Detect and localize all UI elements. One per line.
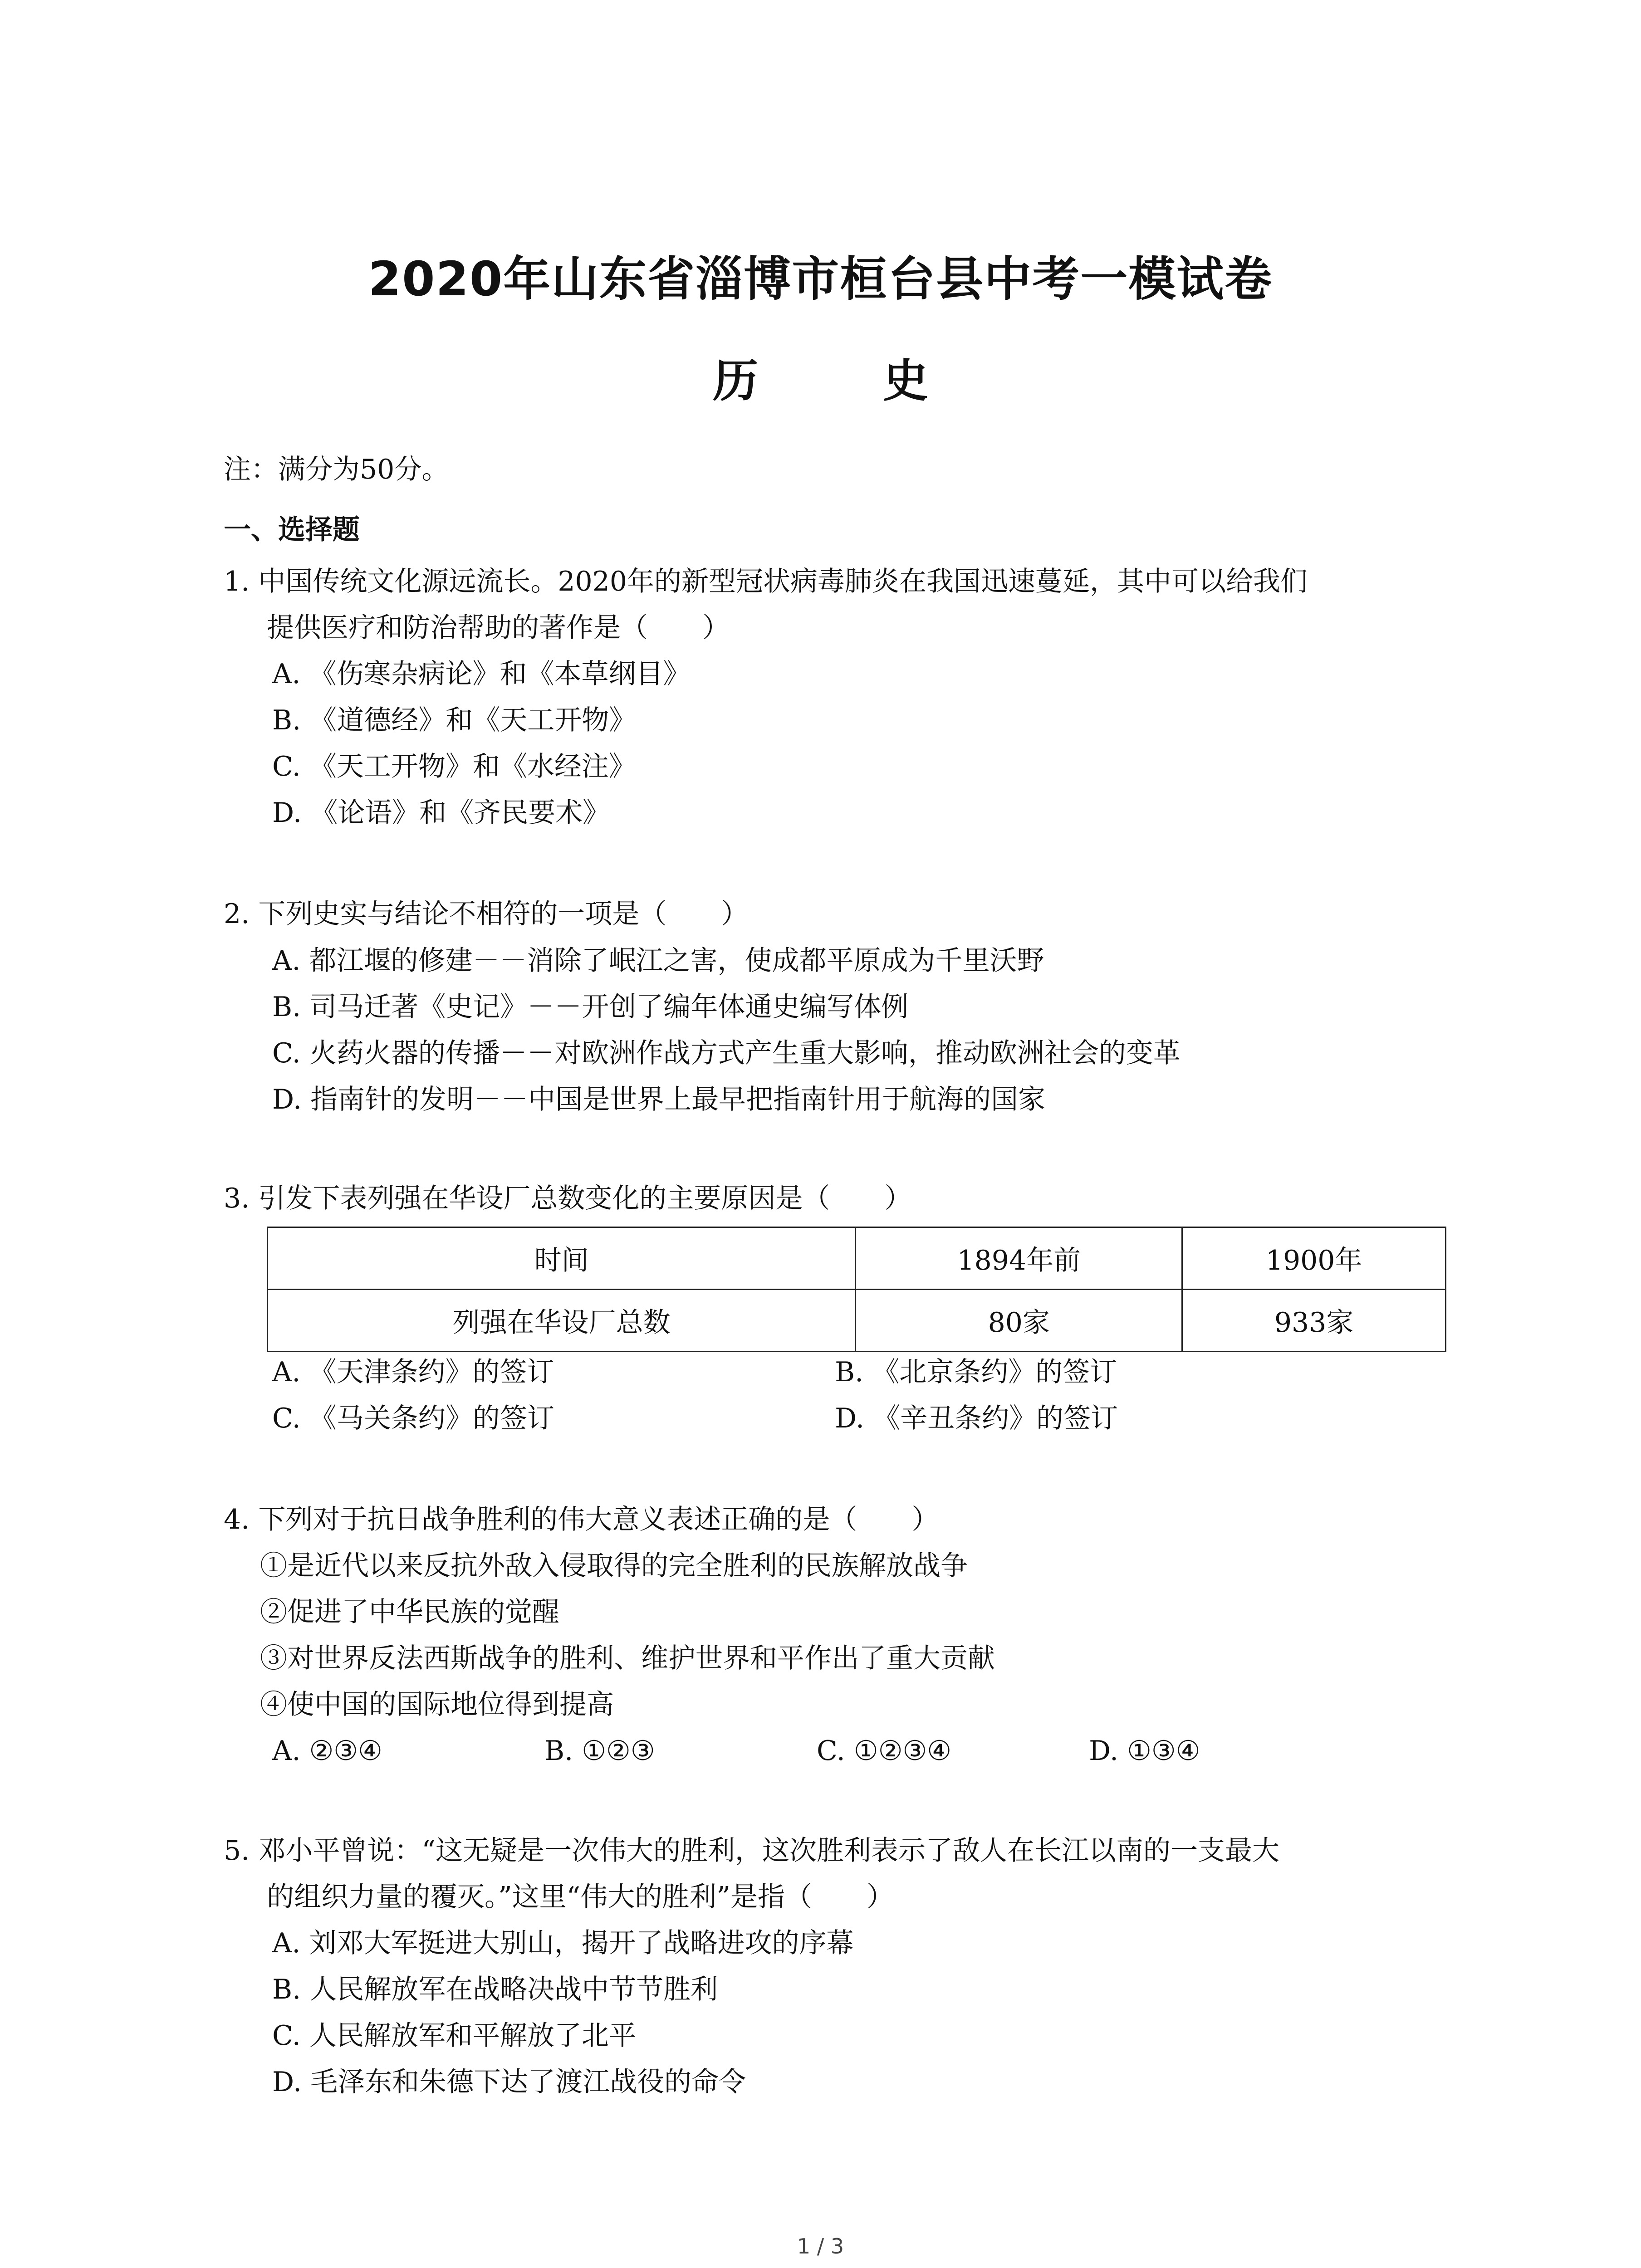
table-header-cell: 时间 <box>268 1227 856 1290</box>
question-5-option-b: B. 人民解放军在战略决战中节节胜利 <box>272 1974 718 2005</box>
question-3-stem: 3. 引发下表列强在华设厂总数变化的主要原因是（ ） <box>224 1183 912 1214</box>
section-heading: 一、选择题 <box>224 514 360 546</box>
question-4-statement-1: ①是近代以来反抗外敌入侵取得的完全胜利的民族解放战争 <box>260 1550 968 1582</box>
question-3-option-a: A. 《天津条约》的签订 <box>272 1356 554 1388</box>
question-4-options-row <box>0 1728 1641 1774</box>
question-4-option-c: C. ①②③④ <box>817 1735 952 1767</box>
question-4-option-d: D. ①③④ <box>1089 1735 1200 1767</box>
question-3-option-d: D. 《辛丑条约》的签订 <box>835 1403 1118 1434</box>
exam-title: 2020年山东省淄博市桓台县中考一模试卷 <box>368 251 1273 307</box>
table-header-row <box>268 1227 1446 1290</box>
factory-count-table <box>267 1227 1446 1352</box>
score-note: 注：满分为50分。 <box>224 454 449 485</box>
question-5-stem-line-1: 5. 邓小平曾说：“这无疑是一次伟大的胜利，这次胜利表示了敌人在长江以南的一支最大 <box>224 1835 1279 1867</box>
question-1-option-d: D. 《论语》和《齐民要术》 <box>272 797 610 829</box>
question-2-stem: 2. 下列史实与结论不相符的一项是（ ） <box>224 898 749 930</box>
question-2-option-d: D. 指南针的发明－－中国是世界上最早把指南针用于航海的国家 <box>272 1084 1046 1115</box>
question-3-option-b: B. 《北京条约》的签订 <box>835 1356 1117 1388</box>
page-number: 1 / 3 <box>797 2234 844 2258</box>
table-header-cell: 1894年前 <box>856 1227 1182 1290</box>
question-4-stem: 4. 下列对于抗日战争胜利的伟大意义表述正确的是（ ） <box>224 1504 939 1535</box>
table-header-cell: 1900年 <box>1182 1227 1446 1290</box>
question-1-option-a: A. 《伤寒杂病论》和《本草纲目》 <box>272 658 691 690</box>
table-cell: 列强在华设厂总数 <box>268 1290 856 1352</box>
table-cell: 933家 <box>1182 1290 1446 1352</box>
question-4-statement-4: ④使中国的国际地位得到提高 <box>260 1689 614 1721</box>
question-4-option-a: A. ②③④ <box>272 1735 382 1767</box>
question-2-option-a: A. 都江堰的修建－－消除了岷江之害，使成都平原成为千里沃野 <box>272 945 1044 977</box>
subject-title: 历 史 <box>713 354 983 407</box>
question-5-stem-line-2: 的组织力量的覆灭。”这里“伟大的胜利”是指（ ） <box>267 1881 894 1913</box>
question-5-option-d: D. 毛泽东和朱德下达了渡江战役的命令 <box>272 2066 746 2098</box>
question-2-option-b: B. 司马迁著《史记》－－开创了编年体通史编写体例 <box>272 991 909 1023</box>
table-row <box>268 1290 1446 1352</box>
table-cell: 80家 <box>856 1290 1182 1352</box>
question-4-statement-2: ②促进了中华民族的觉醒 <box>260 1596 559 1628</box>
question-3-option-c: C. 《马关条约》的签订 <box>272 1403 554 1434</box>
question-1-option-c: C. 《天工开物》和《水经注》 <box>272 751 636 782</box>
question-1-stem-line-2: 提供医疗和防治帮助的著作是（ ） <box>267 612 730 644</box>
question-4-option-b: B. ①②③ <box>544 1735 655 1767</box>
question-3-options-row-2 <box>0 1396 1641 1441</box>
question-1-option-b: B. 《道德经》和《天工开物》 <box>272 704 637 736</box>
question-5-option-a: A. 刘邓大军挺进大别山，揭开了战略进攻的序幕 <box>272 1927 854 1959</box>
question-3-options-row-1 <box>0 1349 1641 1395</box>
question-2-option-c: C. 火药火器的传播－－对欧洲作战方式产生重大影响，推动欧洲社会的变革 <box>272 1037 1181 1069</box>
question-5-option-c: C. 人民解放军和平解放了北平 <box>272 2020 636 2052</box>
question-4-statement-3: ③对世界反法西斯战争的胜利、维护世界和平作出了重大贡献 <box>260 1642 995 1674</box>
question-1-stem-line-1: 1. 中国传统文化源远流长。2020年的新型冠状病毒肺炎在我国迅速蔓延，其中可以给我们 <box>224 566 1308 597</box>
